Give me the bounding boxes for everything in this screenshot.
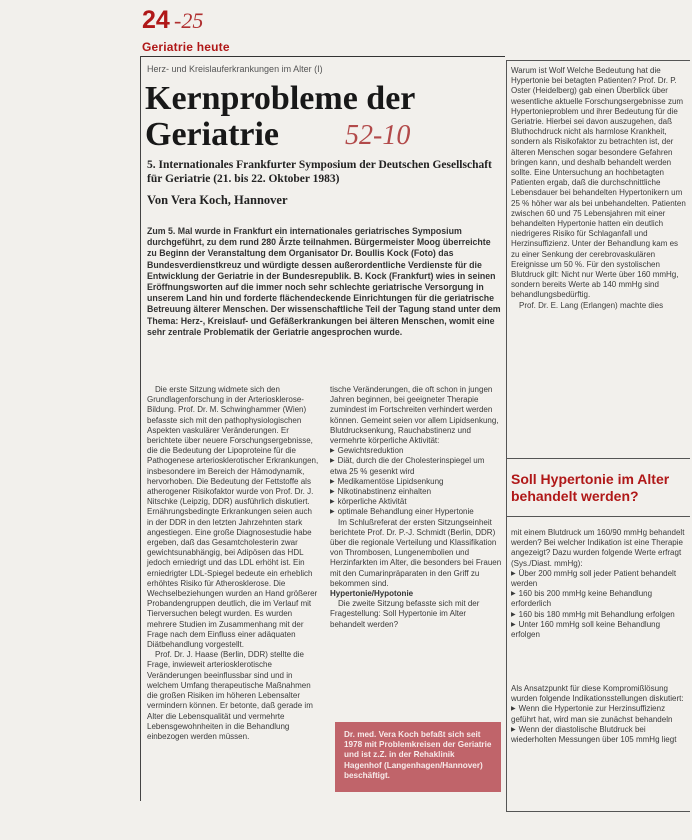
body-paragraph: Im Schlußreferat der ersten Sitzungseinheit berichtete Prof. Dr. P.-J. Schmidt (Berlin, DDR) über die regionale Verteilung und Klassifikation von Thrombosen, Lungenembolien und Herzinfarkten im Alter, die besonders bei Frauen mit den Cumarinpräparaten in den Griff zu bekommen sind.	[330, 517, 502, 588]
list-item: ▶ Über 200 mmHg soll jeder Patient behandelt werden	[511, 569, 687, 589]
list-item: ▶ Gewichtsreduktion	[330, 446, 502, 456]
box-rule	[506, 458, 690, 459]
article-kicker: Herz- und Kreislauferkrankungen im Alter (I)	[147, 64, 323, 74]
body-column-1	[147, 385, 319, 742]
list-item: ▶ 160 bis 200 mmHg keine Behandlung erforderlich	[511, 589, 687, 609]
list-item: ▶ körperliche Aktivität	[330, 497, 502, 507]
article-lead: Zum 5. Mal wurde in Frankfurt ein internationales geriatrisches Symposium durchgeführt, zu dem rund 280 Ärzte teilnahmen. Bürgermeister Moog überreichte zu Beginn der Veranstaltung dem Organisator Dr. Boullis Kock (Foto) das Bundesverdienstkreuz und würdigte dessen außerordentliche Verdienste für die Entwicklung der Geriatrie in der Bundesrepublik. B. Kock (Frankfurt) wies in seinen Eröffnungsworten auf die immer noch sehr schlechte geriatrische Versorgung in unserem Land hin und forderte flächendeckende Einrichtungen für die geriatrische Betreuung älterer Menschen. Der wissenschaftliche Teil der Tagung stand unter dem Thema: Herz-, Kreislauf- und Gefäßerkrankungen bei älteren Menschen, womit eine sehr zentrale Problematik der Geriatrie angesprochen wurde.	[147, 226, 501, 337]
body-column-2	[330, 385, 502, 630]
subheading: Hypertonie/Hypotonie	[330, 589, 414, 599]
indication-bullet-list	[511, 704, 687, 745]
body-paragraph: Die erste Sitzung widmete sich den Grundlagenforschung in der Arteriosklerose-Bildung. Prof. Dr. M. Schwinghammer (Wien) befasste sich mit den pathophysiologischen Aspekten vaskulärer Veränderungen. Er berichtete über neuere Forschungsergebnisse, die die Bedeutung der Lipoproteine für die Pathogenese arteriosklerotischer Erkrankungen, insbesondere im Bereich der Hämodynamik, hervorhoben. Die Bedeutung der Fettstoffe als atherogener Risikofaktor wurde von Prof. Dr. J. Nitschke (Leipzig, DDR) ausführlich diskutiert. Ernährungsbedingte Erkrankungen seien auch in der DDR in den letzten Jahrzehnten stark angestiegen. Eine große Diagnosestudie habe ergeben, daß das Gesamtcholesterin zwar gewichtsunabhängig, bei Adipösen das HDL jedoch erniedrigt und das LDL erhöht ist. Ein erniedrigter LDL-Spiegel bedeute ein erheblich erhöhtes Risiko für Atherosklerose. Die Wechselbeziehungen wurden an Hand größerer Probandengruppen deutlich, die im Verlauf mit Tierversuchen belegt wurden. Es wurden mehrere Studien im Zusammenhang mit der Frage nach dem Einfluss einer adäquaten Diätbehandlung vorgestellt.	[147, 385, 319, 650]
box-rule	[506, 516, 690, 517]
body-column-5	[511, 684, 687, 745]
article-byline: Von Vera Koch, Hannover	[147, 193, 288, 207]
article-subtitle: 5. Internationales Frankfurter Symposium der Deutschen Gesellschaft für Geriatrie (21. bis 22. Oktober 1983)	[147, 159, 492, 185]
left-margin-rule	[140, 56, 141, 801]
header-rule	[140, 56, 505, 57]
list-item: ▶ Unter 160 mmHg soll keine Behandlung erfolgen	[511, 620, 687, 640]
list-item: ▶ Medikamentöse Lipidsenkung	[330, 477, 502, 487]
body-paragraph: Die zweite Sitzung befasste sich mit der Fragestellung: Soll Hypertonie im Alter behandelt werden?	[330, 599, 480, 629]
article-title: Kernprobleme der Geriatrie	[145, 80, 415, 153]
list-item: ▶ Wenn die Hypertonie zur Herzinsuffizienz geführt hat, wird man sie zunächst behandeln	[511, 704, 687, 724]
list-item: ▶ 160 bis 180 mmHg mit Behandlung erfolgen	[511, 610, 687, 620]
section-label: Geriatrie heute	[142, 40, 230, 54]
sidebar-heading: Soll Hypertonie im Alter behandelt werden?	[511, 471, 670, 504]
page-number: 24	[142, 6, 170, 34]
body-paragraph: Als Ansatzpunkt für diese Kompromißlösung wurden folgende Indikationsstellungen diskutiert:	[511, 684, 684, 704]
list-item: ▶ Diät, durch die der Cholesterinspiegel um etwa 25 % gesenkt wird	[330, 456, 502, 476]
therapy-bullet-list	[330, 446, 502, 517]
indication-bullet-list	[511, 569, 687, 640]
body-paragraph: Prof. Dr. J. Haase (Berlin, DDR) stellte die Frage, inwieweit arteriosklerotische Veränderungen beeinflussbar sind und in welchem Umfang therapeutische Maßnahmen die großen Risiken im höheren Lebensalter vermindern können. Er betonte, daß gerade im Alter die Lebensqualität und vermehrte Lebensgewohnheiten in die Behandlung einbezogen werden müssen.	[147, 650, 313, 741]
body-paragraph: Prof. Dr. E. Lang (Erlangen) machte dies	[519, 300, 664, 310]
list-item: ▶ Wenn der diastolische Blutdruck bei wiederholten Messungen über 105 mmHg liegt	[511, 725, 687, 745]
handwritten-page-number: -25	[174, 8, 204, 33]
body-paragraph: Warum ist Wolf Welche Bedeutung hat die Hypertonie bei betagten Patienten? Prof. Dr. P. Oster (Heidelberg) gab einen Überblick über wesentliche aktuelle Forschungsergebnisse zum Hypertonieproblem und ihrer Bedeutung für die Geriatrie. Hierbei sei davon auszugehen, daß Bluthochdruck nicht als harmlose Krankheit, sondern als Risikofaktor zu betrachten ist, der älteren Menschen sogar besondere Gefahren bringen kann, und deshalb behandelt werden sollte. Eine Untersuchung an hochbetagten Patienten ergab, daß die durchschnittliche Lebensdauer bei behandelten Hypertonikern um 25 % höher war als bei unbehandelten. Patienten zwischen 60 und 75 Lebensjahren mit einer behandelten Hypertonie hatten ein deutlich niedrigeres Risiko für Schlaganfall und Herzinsuffizienz. Unter der Behandlung kam es zu einer Senkung der cerebrovaskulären Ereignisse um 50 %. Für den systolischen Blutdruck gilt: Nicht nur Werte über 160 mmHg, sondern bereits Werte ab 140 mmHg sind behandlungsbedürftig.	[511, 66, 686, 300]
handwritten-mark: 52-10	[345, 120, 411, 151]
body-paragraph: tische Veränderungen, die oft schon in jungen Jahren beginnen, bei geeigneter Therapie zumindest im Fortschreiten verhindert werden können. Gemeint seien vor allem Lipidsenkung, Blutdrucksenkung, Rauchabstinenz und vermehrte körperliche Aktivität:	[330, 385, 499, 446]
body-column-3	[511, 66, 687, 311]
body-paragraph: mit einem Blutdruck um 160/90 mmHg behandelt werden? Bei welcher Indikation ist eine Therapie angezeigt? Dazu wurden folgende Werte erfragt (Sys./Diast. mmHg):	[511, 528, 685, 568]
body-column-4	[511, 528, 687, 640]
list-item: ▶ optimale Behandlung einer Hypertonie	[330, 507, 502, 517]
list-item: ▶ Nikotinabstinenz einhalten	[330, 487, 502, 497]
author-note-box: Dr. med. Vera Koch befaßt sich seit 1978 mit Problemkreisen der Geriatrie und ist z.Z. in der Rehaklinik Hagenhof (Langenhagen/Hannover) beschäftigt.	[335, 722, 501, 792]
